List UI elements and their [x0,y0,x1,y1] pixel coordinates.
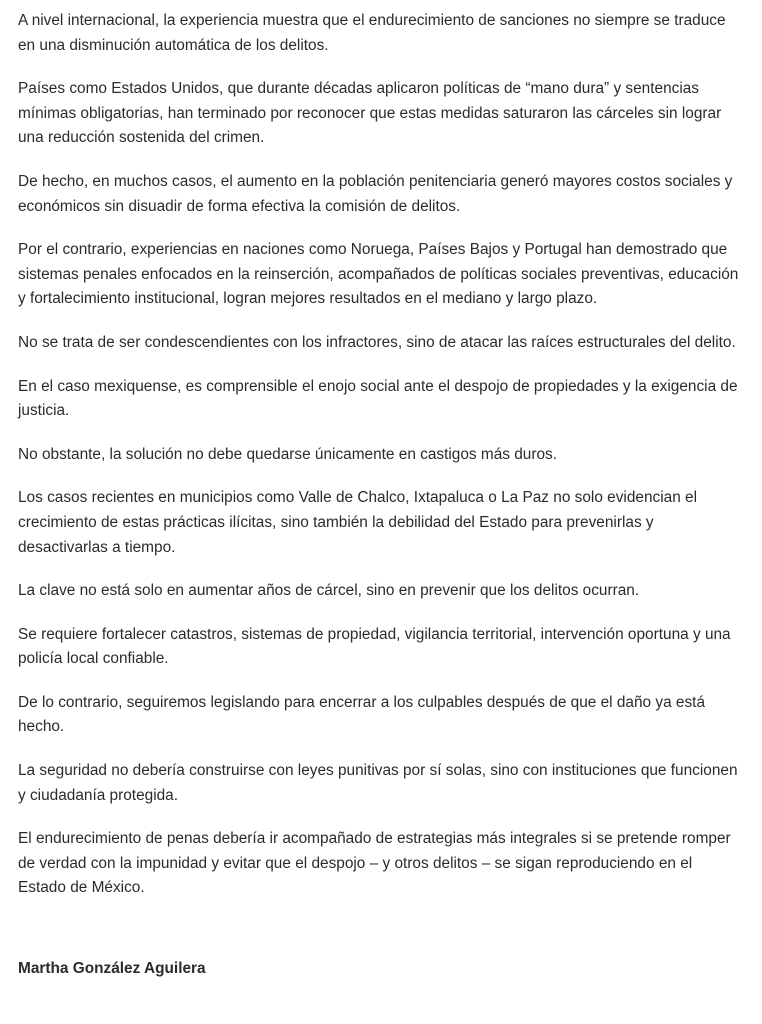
article-paragraph: No obstante, la solución no debe quedarse únicamente en castigos más duros. [18,445,558,463]
article-paragraph: Los casos recientes en municipios como Valle de Chalco, Ixtapaluca o La Paz no solo evidencian el crecimiento de estas prácticas ilícitas, sino también la debilidad del Estado para prevenirlas y desactivarlas a tiempo. [18,489,698,556]
article-paragraph: En el caso mexiquense, es comprensible el enojo social ante el despojo de propiedades y la exigencia de justicia. [18,377,738,420]
article-paragraph: El endurecimiento de penas debería ir acompañado de estrategias más integrales si se pretende romper de verdad con la impunidad y evitar que el despojo – y otros delitos – se sigan reproduciendo en el Estado de México. [18,830,731,897]
article-paragraph: De lo contrario, seguiremos legislando para encerrar a los culpables después de que el daño ya está hecho. [18,693,706,736]
article-paragraph: La seguridad no debería construirse con leyes punitivas por sí solas, sino con instituciones que funcionen y ciudadanía protegida. [18,762,738,804]
article-paragraph: Por el contrario, experiencias en naciones como Noruega, Países Bajos y Portugal han demostrado que sistemas penales enfocados en la reinserción, acompañados de políticas sociales preventivas, educación y fortalecimiento institucional, logran mejores resultados en el mediano y largo plazo. [18,241,739,308]
article-paragraph: La clave no está solo en aumentar años de cárcel, sino en prevenir que los delitos ocurran. [18,582,640,600]
author-byline: Martha González Aguilera [18,960,206,978]
article-paragraph: Se requiere fortalecer catastros, sistemas de propiedad, vigilancia territorial, intervención oportuna y una policía local confiable. [18,625,731,668]
article-paragraph: Países como Estados Unidos, que durante décadas aplicaron políticas de “mano dura” y sentencias mínimas obligatorias, han terminado por reconocer que estas medidas saturaron las cárceles sin lograr una reducción sostenida del crimen. [18,80,722,147]
article-paragraph: De hecho, en muchos casos, el aumento en la población penitenciaria generó mayores costos sociales y económicos sin disuadir de forma efectiva la comisión de delitos. [18,172,733,215]
article-paragraph: No se trata de ser condescendientes con los infractores, sino de atacar las raíces estructurales del delito. [18,333,736,351]
article-paragraph: A nivel internacional, la experiencia muestra que el endurecimiento de sanciones no siempre se traduce en una disminución automática de los delitos. [18,12,726,54]
